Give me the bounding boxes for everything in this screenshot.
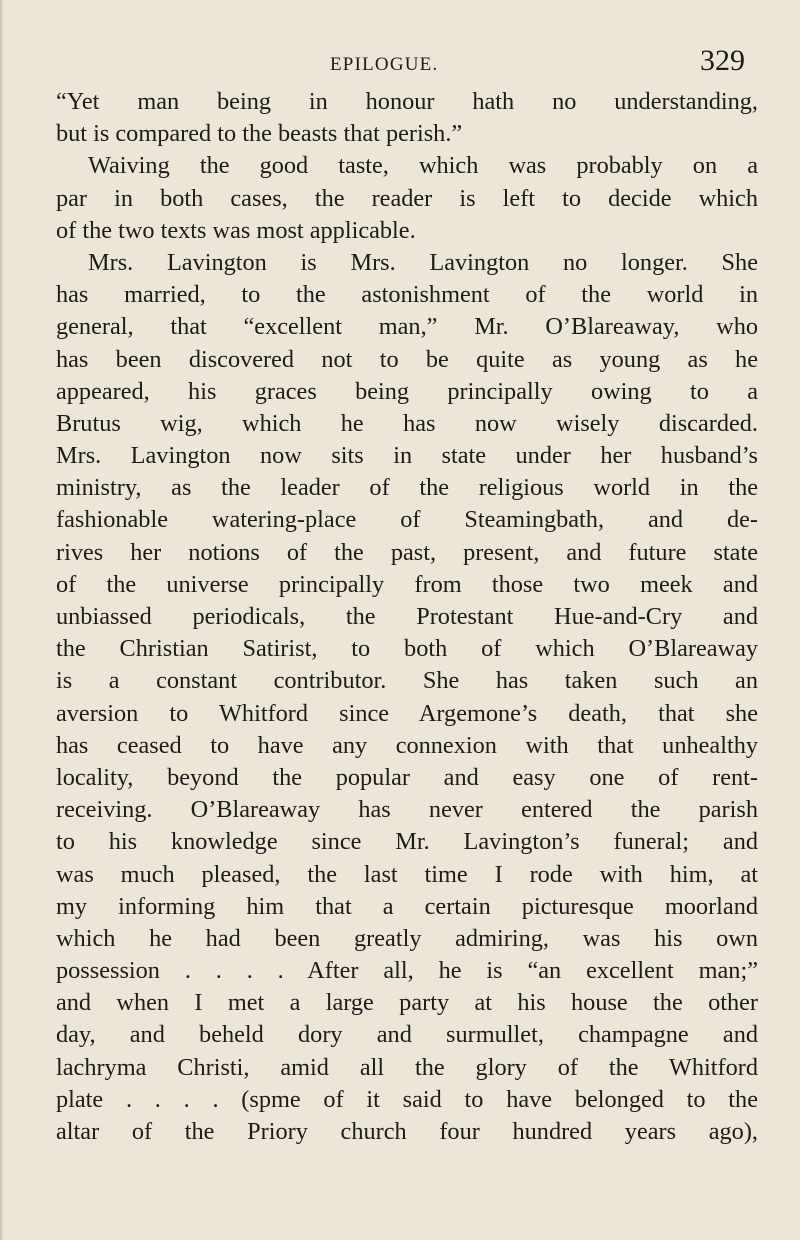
- text-line: which he had been greatly admiring, was his own: [56, 924, 758, 952]
- page-edge-shadow: [0, 0, 4, 1240]
- text-line: of the two texts was most applicable.: [56, 216, 416, 244]
- text-line: general, that “excellent man,” Mr. O’Blareaway, who: [56, 313, 758, 341]
- text-line: Brutus wig, which he has now wisely discarded.: [56, 409, 758, 437]
- text-line: was much pleased, the last time I rode with him, at: [56, 860, 758, 888]
- text-line: unbiassed periodicals, the Protestant Hue-and-Cry and: [56, 603, 758, 630]
- text-line: lachryma Christi, amid all the glory of the Whitford: [56, 1053, 758, 1081]
- text-line: fashionable watering-place of Steamingbath, and de-: [56, 506, 758, 534]
- text-line: and when I met a large party at his house the other: [56, 989, 758, 1017]
- text-line: Mrs. Lavington is Mrs. Lavington no longer. She: [88, 248, 758, 276]
- text-line: Mrs. Lavington now sits in state under her husband’s: [56, 442, 758, 470]
- text-line: par in both cases, the reader is left to decide which: [56, 184, 758, 212]
- text-line: rives her notions of the past, present, and future state: [56, 538, 758, 566]
- text-line: locality, beyond the popular and easy one of rent-: [56, 763, 758, 791]
- page-number: 329: [700, 44, 745, 77]
- text-line: altar of the Priory church four hundred years ago),: [56, 1118, 758, 1145]
- text-line: is a constant contributor. She has taken such an: [56, 667, 758, 695]
- text-line: aversion to Whitford since Argemone’s death, that she: [56, 699, 758, 727]
- text-line: day, and beheld dory and surmullet, champagne and: [56, 1021, 758, 1049]
- text-line: plate . . . . (spme of it said to have belonged to the: [56, 1085, 758, 1113]
- text-line: has been discovered not to be quite as young as he: [56, 345, 758, 373]
- running-head: EPILOGUE.: [330, 54, 439, 75]
- text-line: Waiving the good taste, which was probably on a: [88, 152, 758, 180]
- text-line: the Christian Satirist, to both of which O’Blareaway: [56, 635, 758, 663]
- text-line: to his knowledge since Mr. Lavington’s funeral; and: [56, 828, 758, 856]
- text-line: ministry, as the leader of the religious world in the: [56, 474, 758, 502]
- page-header: [0, 44, 800, 84]
- text-line: has married, to the astonishment of the world in: [56, 281, 758, 309]
- text-line: of the universe principally from those two meek and: [56, 570, 758, 598]
- body-text: [56, 86, 758, 1148]
- text-line: “Yet man being in honour hath no understanding,: [56, 88, 758, 115]
- text-line: has ceased to have any connexion with that unhealthy: [56, 731, 758, 759]
- text-line: receiving. O’Blareaway has never entered the parish: [56, 796, 758, 824]
- text-line: but is compared to the beasts that perish.”: [56, 120, 463, 148]
- text-line: possession . . . . After all, he is “an excellent man;”: [56, 957, 758, 985]
- text-line: my informing him that a certain picturesque moorland: [56, 892, 758, 920]
- text-line: appeared, his graces being principally owing to a: [56, 377, 758, 405]
